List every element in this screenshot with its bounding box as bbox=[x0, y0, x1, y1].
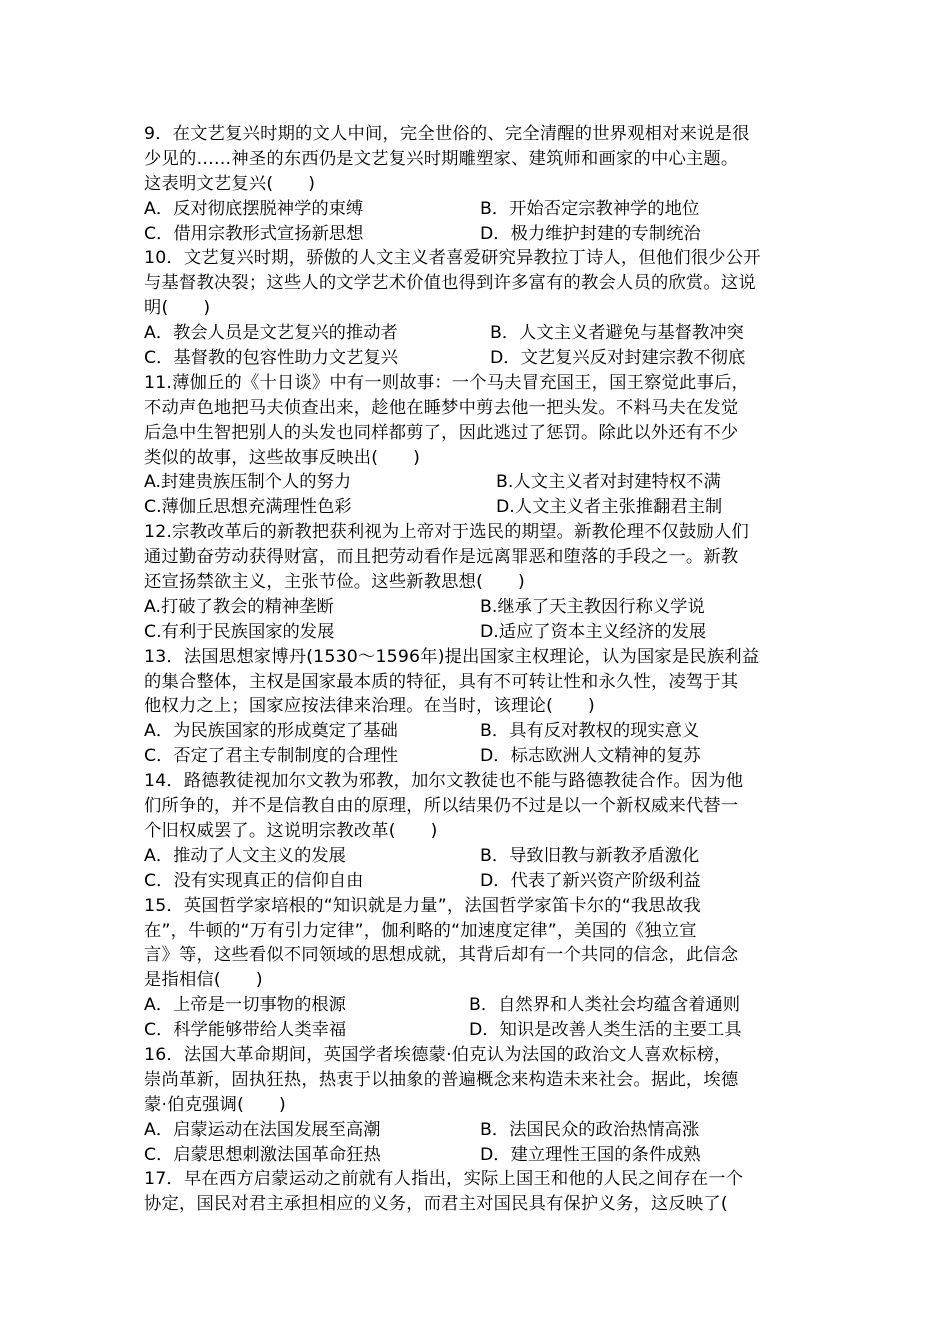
answer-option: D．极力维护封建的专制统治 bbox=[480, 223, 701, 244]
option-row bbox=[144, 719, 814, 744]
question-stem-first-line: 11.薄伽丘的《十日谈》中有一则故事：一个马夫冒充国王，国王察觉此事后， bbox=[144, 372, 749, 393]
answer-option: D．标志欧洲人文精神的复苏 bbox=[480, 746, 701, 767]
answer-option: C.薄伽丘思想充满理性色彩 bbox=[144, 497, 352, 518]
question-stem-line: 们所争的，并不是信教自由的原理，所以结果仍不过是以一个新权威来代替一 bbox=[144, 796, 739, 817]
option-row bbox=[144, 1118, 814, 1143]
answer-option: D.适应了资本主义经济的发展 bbox=[480, 621, 707, 642]
answer-option: D．文艺复兴反对封建宗教不彻底 bbox=[490, 348, 746, 369]
option-row bbox=[144, 595, 814, 620]
question-stem-line: 不动声色地把马夫侦查出来，趁他在睡梦中剪去他一把头发。不料马夫在发觉 bbox=[144, 397, 739, 418]
answer-option: C．没有实现真正的信仰自由 bbox=[144, 870, 364, 891]
option-row bbox=[144, 744, 814, 769]
answer-option: A．上帝是一切事物的根源 bbox=[144, 995, 346, 1016]
answer-option: D．知识是改善人类生活的主要工具 bbox=[469, 1020, 742, 1041]
question-stem-line: 少见的……神圣的东西仍是文艺复兴时期雕塑家、建筑师和画家的中心主题。 bbox=[144, 148, 739, 169]
question-stem-first-line: 15．英国哲学家培根的“知识就是力量”，法国哲学家笛卡尔的“我思故我 bbox=[144, 895, 701, 916]
question-stem-line: 与基督教决裂；这些人的文学艺术价值也得到许多富有的教会人员的欣赏。这说 bbox=[144, 273, 756, 294]
question-block bbox=[144, 894, 814, 1043]
answer-option: B．导致旧教与新教矛盾激化 bbox=[480, 845, 700, 866]
answer-option: C．借用宗教形式宣扬新思想 bbox=[144, 223, 364, 244]
answer-option: C.有利于民族国家的发展 bbox=[144, 621, 335, 642]
question-stem-line: 后急中生智把别人的头发也同样都剪了，因此逃过了惩罚。除此以外还有不少 bbox=[144, 422, 739, 443]
question-block bbox=[144, 645, 814, 769]
option-row bbox=[144, 222, 814, 247]
answer-option: D．代表了新兴资产阶级利益 bbox=[480, 870, 701, 891]
question-stem-line: 崇尚革新，固执狂热，热衷于以抽象的普遍概念来构造未来社会。据此，埃德 bbox=[144, 1069, 739, 1090]
question-stem-line: 类似的故事，这些故事反映出( ) bbox=[144, 447, 421, 468]
option-row bbox=[144, 346, 814, 371]
answer-option: A．为民族国家的形成奠定了基础 bbox=[144, 721, 398, 742]
question-stem-line: 他权力之上；国家应按法律来治理。在当时，该理论( ) bbox=[144, 696, 595, 717]
question-block bbox=[144, 520, 814, 644]
answer-option: A．教会人员是文艺复兴的推动者 bbox=[144, 323, 398, 344]
answer-option: C．启蒙思想刺激法国革命狂热 bbox=[144, 1144, 381, 1165]
answer-option: C．科学能够带给人类幸福 bbox=[144, 1020, 347, 1041]
question-stem-first-line: 10．文艺复兴时期，骄傲的人文主义者喜爱研究异教拉丁诗人，但他们很少公开 bbox=[144, 248, 761, 269]
question-stem-line: 个旧权威罢了。这说明宗教改革( ) bbox=[144, 820, 438, 841]
question-stem-line: 是指相信( ) bbox=[144, 970, 263, 991]
question-block bbox=[144, 122, 814, 246]
question-block bbox=[144, 246, 814, 370]
answer-option: A.打破了教会的精神垄断 bbox=[144, 596, 334, 617]
option-row bbox=[144, 869, 814, 894]
question-stem-first-line: 14．路德教徒视加尔文教为邪教，加尔文教徒也不能与路德教徒合作。因为他 bbox=[144, 771, 744, 792]
option-row bbox=[144, 844, 814, 869]
answer-option: B．法国民众的政治热情高涨 bbox=[480, 1119, 700, 1140]
question-block bbox=[144, 1043, 814, 1167]
answer-option: A．启蒙运动在法国发展至高潮 bbox=[144, 1119, 381, 1140]
option-row bbox=[144, 495, 814, 520]
option-row bbox=[144, 197, 814, 222]
question-stem-line: 还宣扬禁欲主义，主张节俭。这些新教思想( ) bbox=[144, 572, 525, 593]
option-row bbox=[144, 620, 814, 645]
question-stem-line: 这表明文艺复兴( ) bbox=[144, 173, 316, 194]
option-row bbox=[144, 993, 814, 1018]
question-stem-first-line: 16．法国大革命期间，英国学者埃德蒙·伯克认为法国的政治文人喜欢标榜， bbox=[144, 1044, 732, 1065]
answer-option: D.人文主义者主张推翻君主制 bbox=[496, 497, 723, 518]
answer-option: B.继承了天主教因行称义学说 bbox=[480, 596, 705, 617]
option-row bbox=[144, 470, 814, 495]
option-row bbox=[144, 1143, 814, 1168]
question-stem-line: 通过勤奋劳动获得财富，而且把劳动看作是远离罪恶和堕落的手段之一。新教 bbox=[144, 547, 739, 568]
question-stem-line: 的集合整体，主权是国家最本质的特征，具有不可转让性和永久性，凌驾于其 bbox=[144, 671, 739, 692]
answer-option: A．推动了人文主义的发展 bbox=[144, 845, 346, 866]
answer-option: B．具有反对教权的现实意义 bbox=[480, 721, 700, 742]
questions-container bbox=[144, 122, 814, 1217]
question-block bbox=[144, 1167, 814, 1217]
option-row bbox=[144, 321, 814, 346]
answer-option: B．开始否定宗教神学的地位 bbox=[480, 198, 700, 219]
answer-option: B．自然界和人类社会均蕴含着通则 bbox=[469, 995, 741, 1016]
question-block bbox=[144, 769, 814, 893]
question-block bbox=[144, 371, 814, 520]
answer-option: A．反对彻底摆脱神学的束缚 bbox=[144, 198, 364, 219]
question-stem-first-line: 9．在文艺复兴时期的文人中间，完全世俗的、完全清醒的世界观相对来说是很 bbox=[144, 124, 750, 144]
question-stem-line: 明( ) bbox=[144, 298, 211, 319]
option-row bbox=[144, 1018, 814, 1043]
question-stem-line: 在”，牛顿的“万有引力定律”，伽利略的“加速度定律”，美国的《独立宣 bbox=[144, 920, 697, 941]
question-stem-first-line: 13．法国思想家博丹(1530～1596年)提出国家主权理论，认为国家是民族利益 bbox=[144, 646, 760, 667]
question-stem-line: 蒙·伯克强调( ) bbox=[144, 1094, 286, 1115]
question-stem-line: 协定，国民对君主承担相应的义务，而君主对国民具有保护义务，这反映了( bbox=[144, 1194, 728, 1215]
answer-option: A.封建贵族压制个人的努力 bbox=[144, 472, 352, 493]
answer-option: D．建立理性王国的条件成熟 bbox=[480, 1144, 701, 1165]
answer-option: C．基督教的包容性助力文艺复兴 bbox=[144, 348, 399, 369]
question-stem-first-line: 12.宗教改革后的新教把获利视为上帝对于选民的期望。新教伦理不仅鼓励人们 bbox=[144, 522, 749, 543]
answer-option: C．否定了君主专制制度的合理性 bbox=[144, 746, 399, 767]
answer-option: B．人文主义者避免与基督教冲突 bbox=[490, 323, 744, 344]
answer-option: B.人文主义者对封建特权不满 bbox=[496, 472, 721, 493]
question-stem-line: 言》等，这些看似不同领域的思想成就，其背后却有一个共同的信念，此信念 bbox=[144, 945, 739, 966]
question-stem-first-line: 17．早在西方启蒙运动之前就有人指出，实际上国王和他的人民之间存在一个 bbox=[144, 1169, 744, 1190]
